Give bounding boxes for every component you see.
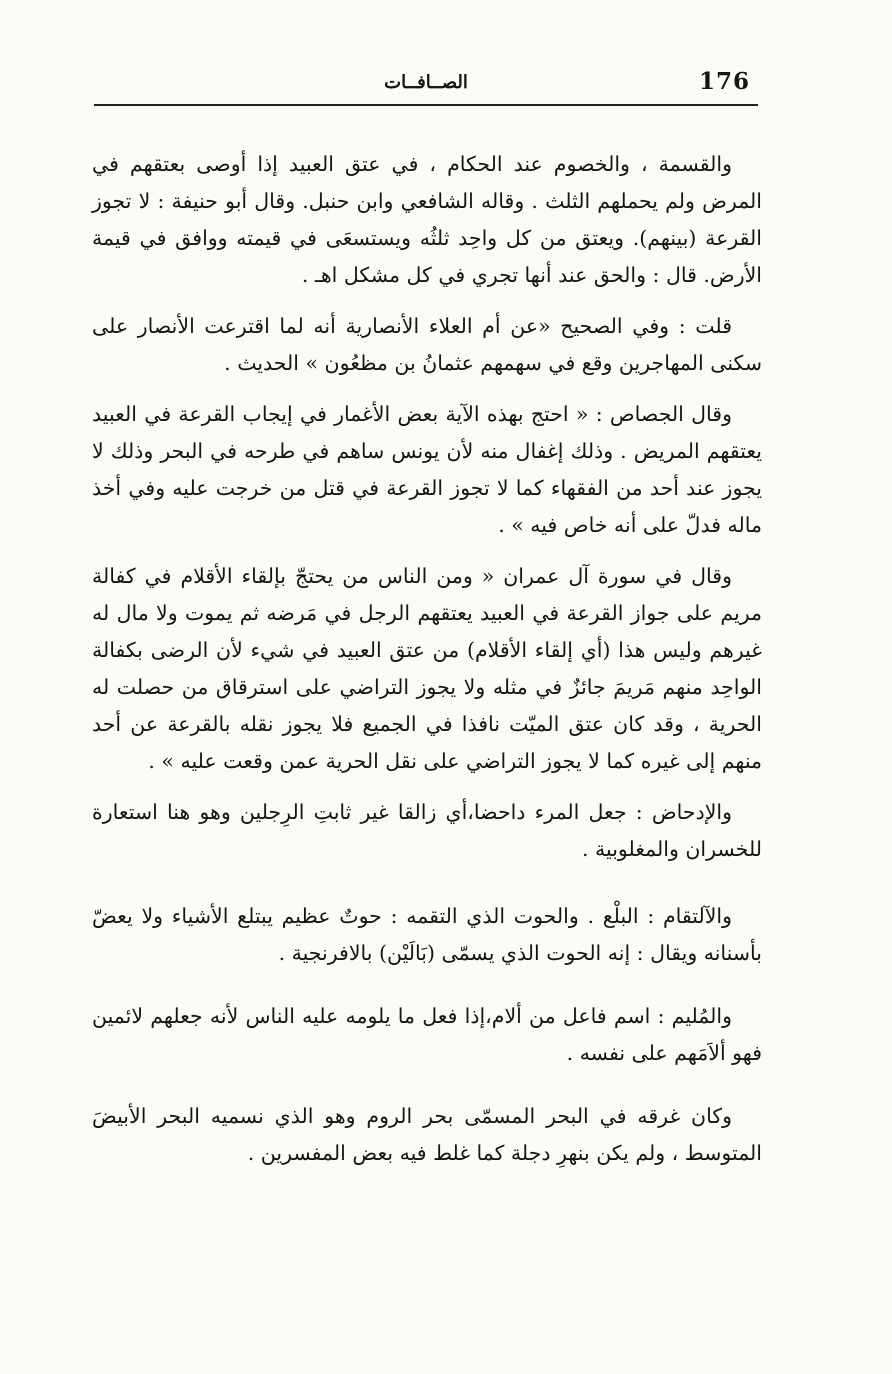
paragraph-sahih-quote: قلت : وفي الصحيح «عن أم العلاء الأنصارية أنه لما اقترعت الأنصار على سكنى المهاجرين وقع في سهمهم عثمانُ بن مظعُون » الحديث . — [92, 314, 762, 375]
paragraph-drowning-location: وكان غرقه في البحر المسمّى بحر الروم وهو الذي نسميه البحر الأبيضَ المتوسط ، ولم يكن بنهرِ دجلة كما غلط فيه بعض المفسرين . — [92, 1104, 762, 1165]
paragraph-idhad-definition: والإدحاض : جعل المرء داحضا،أي زالقا غير ثابتِ الرِجلين وهو هنا استعارة للخسران والمغلوبية . — [92, 800, 762, 861]
paragraph-mulim-definition: والمُليم : اسم فاعل من ألام،إذا فعل ما يلومه عليه الناس لأنه جعلهم لائمين فهو ألاَمَهم على نفسه . — [92, 1004, 762, 1065]
paragraph-qisma: والقسمة ، والخصوم عند الحكام ، في عتق العبيد إذا أوصى بعتقهم في المرض ولم يحملهم الثلث . وقاله الشافعي وابن حنبل. وقال أبو حنيفة : لا تجوز القرعة (بينهم). ويعتق من كل واحِد ثلثُه ويستسعَى في قيمته ووافق في قيمة الأرض. قال : والحق عند أنها تجري في كل مشكل اهـ . — [92, 152, 762, 287]
page-header — [94, 60, 758, 104]
paragraph-al-imran-quote: وقال في سورة آل عمران « ومن الناس من يحتجّ بإلقاء الأقلام في كفالة مريم على جواز القرعة في العبيد يعتقهم الرجل في مَرضه ثم يموت ولا مال له غيرهم وليس هذا (أي إلقاء الأقلام) من عتق العبيد في شيء لأن الرضى بكفالة الواحِد منهم مَريمَ جائزٌ في مثله ولا يجوز التراضي على استرقاق من حصلت له الحرية ، وقد كان عتق الميّت نافذا في الجميع فلا يجوز نقله بالقرعة عن أحد منهم إلى غيره كما لا يجوز التراضي على نقل الحرية عمن وقعت عليه » . — [92, 564, 762, 773]
header-rule — [94, 104, 758, 106]
page-number: 176 — [698, 68, 750, 95]
page-body — [92, 146, 762, 1172]
running-title: الصــافــات — [384, 72, 468, 93]
paragraph-jassas-quote: وقال الجصاص : « احتج بهذه الآية بعض الأغمار في إيجاب القرعة في العبيد يعتقهم المريض . وذلك إغفال منه لأن يونس ساهم في طرحه في البحر وذلك لا يجوز عند أحد من الفقهاء كما لا تجوز القرعة في قتل من خرجت عليه وفي أخذ ماله فدلّ على أنه خاص فيه » . — [92, 402, 762, 537]
paragraph-iltiqam-definition: والآلتقام : البلْع . والحوت الذي التقمه : حوتٌ عظيم يبتلع الأشياء ولا يعضّ بأسنانه ويقال : إنه الحوت الذي يسمّى (بَالَيْن) بالافرنجية . — [92, 904, 762, 965]
